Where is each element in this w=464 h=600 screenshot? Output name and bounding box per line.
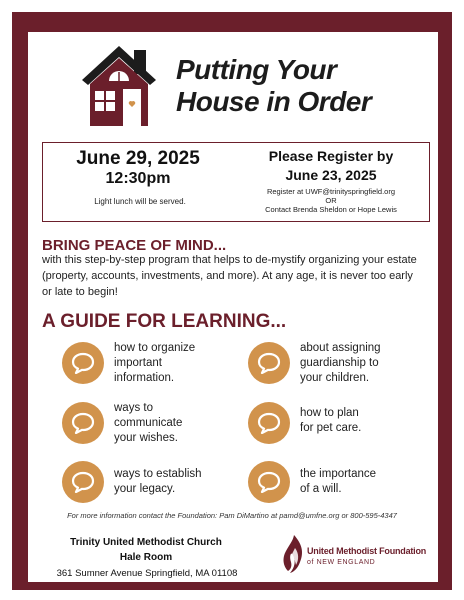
register-or: OR (325, 196, 337, 205)
church-address: 361 Sumner Avenue Springfield, MA 01108 (56, 568, 238, 579)
register-date: June 23, 2025 (285, 167, 377, 183)
guide-item-legacy (114, 467, 202, 497)
register-email[interactable]: Register at UWF@trinityspringfield.org (266, 187, 396, 196)
guide-item-line: information. (114, 372, 175, 384)
peace-paragraph: with this step-by-step program that helps to de-mystify organizing your estate (property, accounts, investments, and more). At any age, it is never too early or late to begin! (42, 254, 417, 298)
guide-item-line: ways to (114, 402, 153, 414)
guide-item-line: about assigning (300, 342, 381, 354)
house-icon (78, 44, 160, 128)
guide-item-line: for pet care. (300, 422, 362, 434)
guide-item-line: communicate (114, 417, 183, 429)
guide-item-line: of a will. (300, 483, 342, 495)
register-contact: Contact Brenda Sheldon or Hope Lewis (265, 205, 397, 214)
speech-bubble-icon (248, 402, 290, 444)
guide-item-line: how to plan (300, 407, 359, 419)
register-heading: Please Register by (268, 148, 394, 164)
speech-bubble-icon (248, 342, 290, 384)
register-details (236, 187, 426, 214)
guide-item-line: your legacy. (114, 483, 176, 495)
event-time: 12:30pm (105, 170, 171, 187)
guide-item-line: your wishes. (114, 432, 178, 444)
church-name: Trinity United Methodist Church (70, 537, 222, 548)
guide-item-line: important (114, 357, 162, 369)
guide-item-line: the importance (300, 468, 377, 480)
event-date: June 29, 2025 (76, 148, 200, 169)
guide-item-pet-care (300, 406, 361, 436)
guide-item-guardianship (300, 341, 381, 386)
guide-item-line: ways to establish (114, 468, 202, 480)
peace-heading: BRING PEACE OF MIND... (42, 237, 227, 254)
speech-bubble-icon (62, 461, 104, 503)
title-line-1: Putting Your (176, 54, 337, 85)
foundation-region: of NEW ENGLAND (307, 559, 376, 566)
speech-bubble-icon (62, 402, 104, 444)
guide-heading: A GUIDE FOR LEARNING... (42, 311, 287, 332)
guide-item-line: how to organize (114, 342, 196, 354)
title (176, 54, 371, 118)
guide-item-wishes (114, 401, 182, 446)
guide-item-organize (114, 341, 195, 386)
church-room: Hale Room (119, 552, 173, 563)
guide-item-line: your children. (300, 372, 370, 384)
speech-bubble-icon (248, 461, 290, 503)
speech-bubble-icon (62, 342, 104, 384)
flame-logo-icon (282, 534, 304, 574)
foundation-name: United Methodist Foundation (307, 546, 427, 556)
contact-note: For more information contact the Foundation: Pam DiMartino at pamd@umfne.org or 800-595-4347 (67, 511, 397, 520)
guide-item-will (300, 467, 376, 497)
title-line-2: House in Order (176, 86, 372, 117)
guide-item-line: guardianship to (300, 357, 379, 369)
lunch-note: Light lunch will be served. (94, 197, 186, 206)
